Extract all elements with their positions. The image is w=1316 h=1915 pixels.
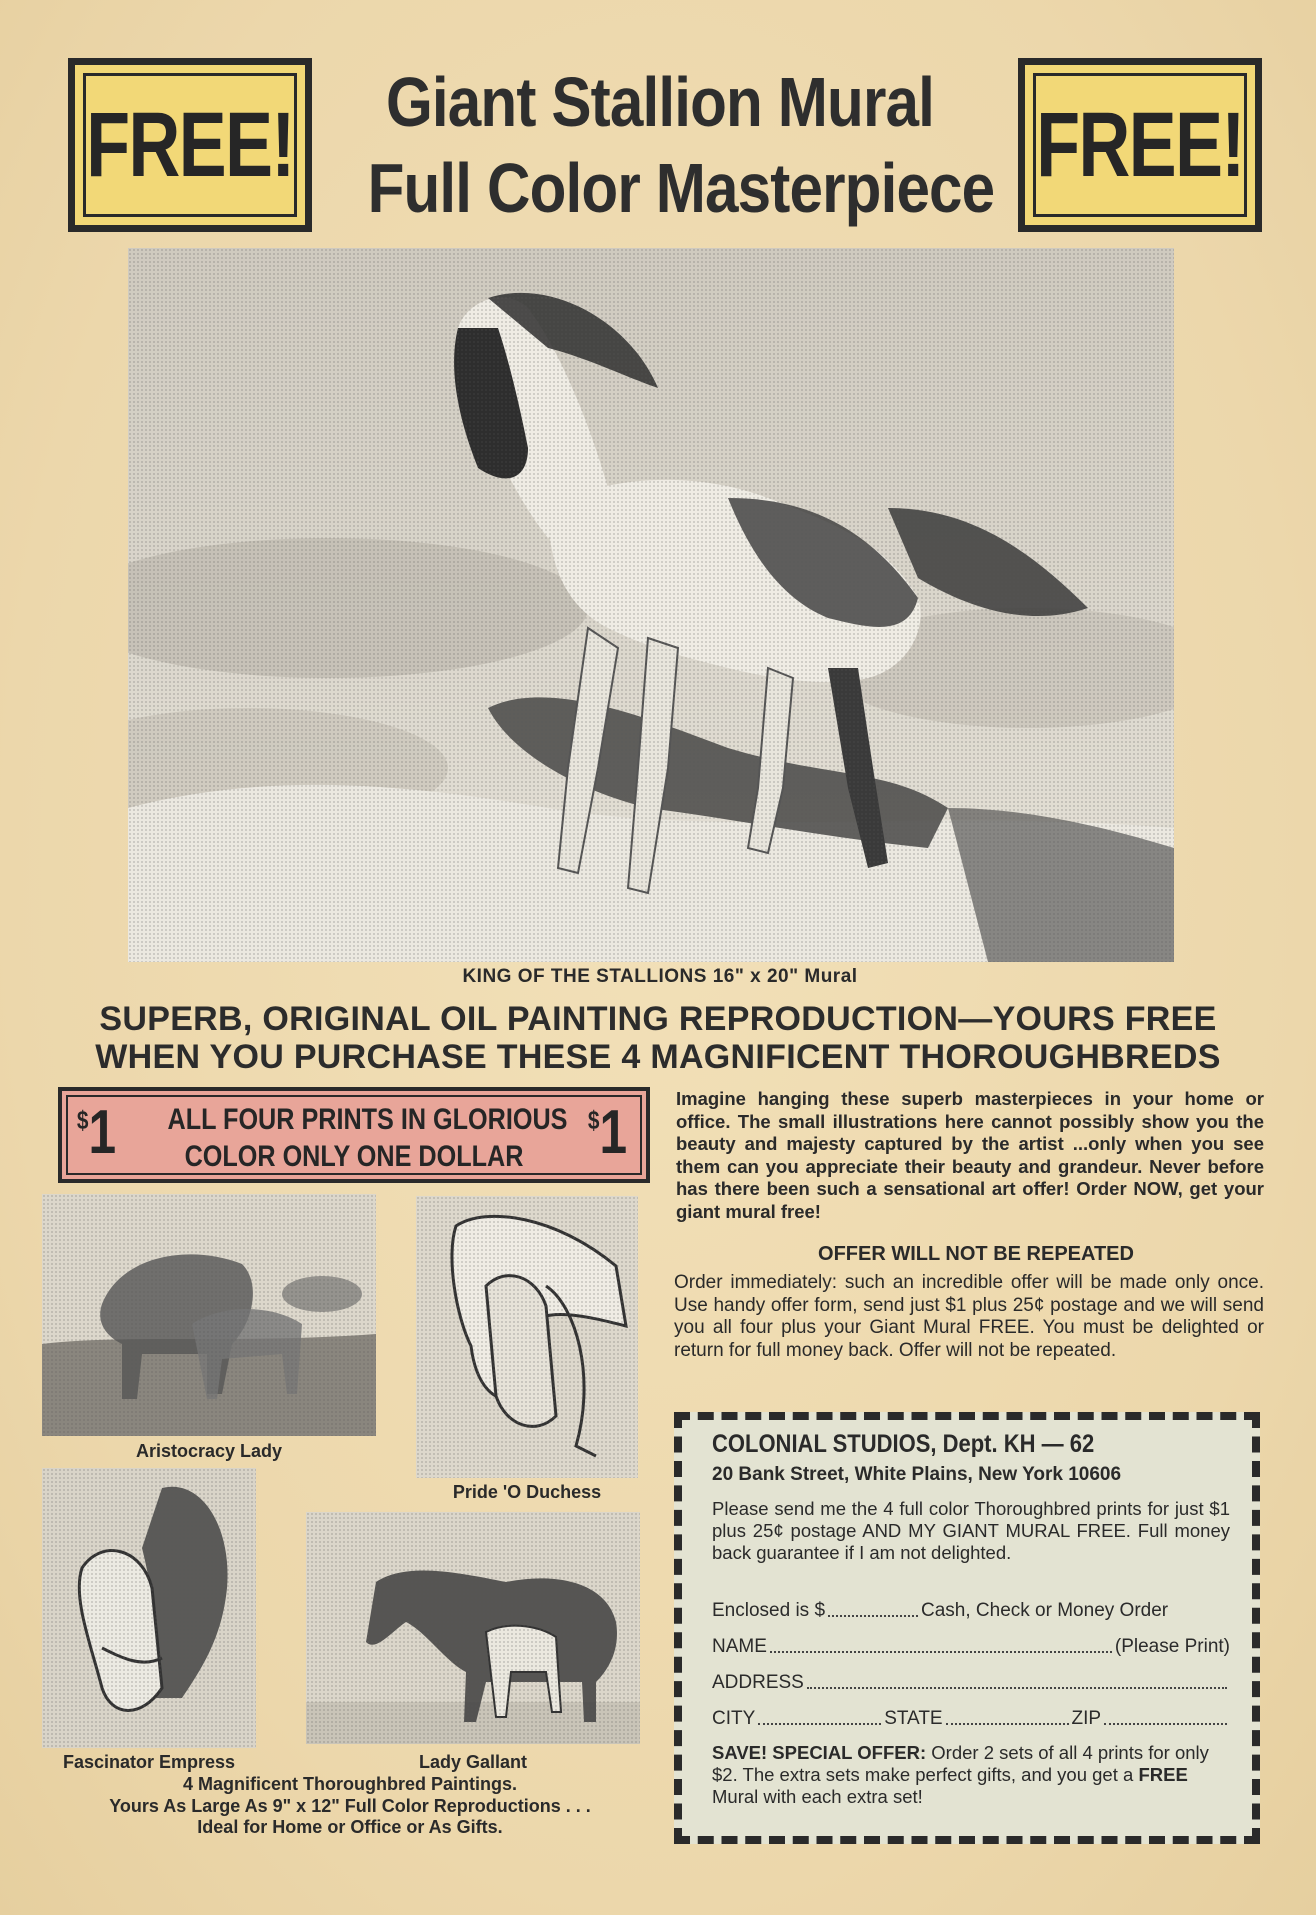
horses-grazing-illustration xyxy=(42,1194,376,1436)
state-label: STATE xyxy=(884,1708,943,1729)
label-aristocracy-lady: Aristocracy Lady xyxy=(135,1441,283,1461)
coupon-body: Please send me the 4 full color Thoroughbred prints for just $1 plus 25¢ postage AND MY GIANT MURAL FREE. Full money back guarantee if I am not delighted. xyxy=(712,1498,1230,1563)
one-dollar-banner xyxy=(58,1087,650,1183)
offer-title: OFFER WILL NOT BE REPEATED xyxy=(818,1243,1134,1265)
special-offer-end: Mural with each extra set! xyxy=(712,1786,923,1807)
bottom-description-line3: Ideal for Home or Office or As Gifts. xyxy=(197,1817,503,1837)
label-pride-o-duchess: Pride 'O Duchess xyxy=(452,1482,602,1502)
dollar-banner-text xyxy=(167,1101,568,1175)
thumb-pride-o-duchess xyxy=(416,1196,638,1478)
horse-heads-illustration xyxy=(42,1468,256,1748)
headline-line2: Full Color Masterpiece xyxy=(367,149,995,227)
name-suffix: (Please Print) xyxy=(1114,1636,1230,1657)
thumb-aristocracy-lady xyxy=(42,1194,376,1436)
bottom-description-line2: Yours As Large As 9" x 12" Full Color Reproductions . . . xyxy=(109,1795,591,1816)
bottom-description xyxy=(40,1774,660,1839)
special-offer-heading: SAVE! SPECIAL OFFER: xyxy=(712,1742,927,1763)
city-state-zip-field[interactable] xyxy=(712,1708,1230,1730)
headline-superb-line1: SUPERB, ORIGINAL OIL PAINTING REPRODUCTION—YOURS FREE xyxy=(99,1000,1217,1038)
special-offer-body: Order 2 sets of all 4 prints for only $2. The extra sets make perfect gifts, and you get a xyxy=(712,1742,1209,1785)
free-badge-right xyxy=(1018,58,1262,232)
intro-paragraph: Imagine hanging these superb masterpieces in your home or office. The small illustrations here cannot possibly show you the beauty and majesty captured by the artist ...only when you see them can you appreciate their beauty and grandeur. Never before has there been such a sensational art offer! Order NOW, get your giant mural free! xyxy=(676,1088,1264,1222)
address-field[interactable] xyxy=(712,1672,1230,1694)
city-label: CITY xyxy=(712,1708,756,1729)
label-fascinator-empress: Fascinator Empress xyxy=(62,1752,236,1772)
free-badge-right-text: FREE! xyxy=(1036,93,1244,196)
free-badge-left xyxy=(68,58,312,232)
headline-superb-line2: WHEN YOU PURCHASE THESE 4 MAGNIFICENT THOROUGHBREDS xyxy=(95,1038,1221,1076)
enclosed-field[interactable] xyxy=(712,1600,1230,1622)
mare-and-foal-heads-illustration xyxy=(416,1196,638,1478)
headline-line1: Giant Stallion Mural xyxy=(385,63,935,141)
dollar-banner-line1: ALL FOUR PRINTS IN GLORIOUS xyxy=(167,1103,568,1136)
thumb-lady-gallant xyxy=(306,1512,640,1744)
dollar-amount-left: 1 xyxy=(88,1098,117,1167)
coupon-studio-name: COLONIAL STUDIOS, Dept. KH — 62 xyxy=(712,1430,1095,1458)
enclosed-suffix: Cash, Check or Money Order xyxy=(921,1600,1169,1621)
stallion-mural-image xyxy=(128,248,1174,962)
label-lady-gallant: Lady Gallant xyxy=(418,1752,528,1772)
thumb-fascinator-empress xyxy=(42,1468,256,1748)
dollar-amount-right: 1 xyxy=(599,1098,628,1167)
dollar-price-left xyxy=(77,1097,116,1168)
enclosed-label: Enclosed is $ xyxy=(712,1600,826,1621)
dollar-banner-line2: COLOR ONLY ONE DOLLAR xyxy=(184,1140,524,1173)
stallion-illustration xyxy=(128,248,1174,962)
free-badge-left-text: FREE! xyxy=(86,93,294,196)
dollar-price-right xyxy=(588,1097,627,1168)
special-offer-text xyxy=(712,1742,1230,1808)
name-field[interactable] xyxy=(712,1636,1230,1658)
dollar-symbol-right: $ xyxy=(587,1105,600,1135)
dollar-symbol-left: $ xyxy=(76,1105,89,1135)
mural-caption: KING OF THE STALLIONS 16" x 20" Mural xyxy=(462,966,858,987)
offer-paragraph: Order immediately: such an incredible offer will be made only once. Use handy offer form, send just $1 plus 25¢ postage and we will send you all four plus your Giant Mural FREE. You must be delighted or return for full money back. Offer will not be repeated. xyxy=(674,1272,1264,1361)
special-offer-free: FREE xyxy=(1138,1764,1188,1785)
coupon-address: 20 Bank Street, White Plains, New York 10606 xyxy=(712,1464,1122,1485)
order-coupon[interactable] xyxy=(674,1412,1260,1844)
address-label: ADDRESS xyxy=(712,1672,804,1693)
name-label: NAME xyxy=(712,1636,767,1657)
mare-with-foal-illustration xyxy=(306,1512,640,1744)
zip-label: ZIP xyxy=(1071,1708,1102,1729)
bottom-description-line1: 4 Magnificent Thoroughbred Paintings. xyxy=(182,1774,517,1794)
